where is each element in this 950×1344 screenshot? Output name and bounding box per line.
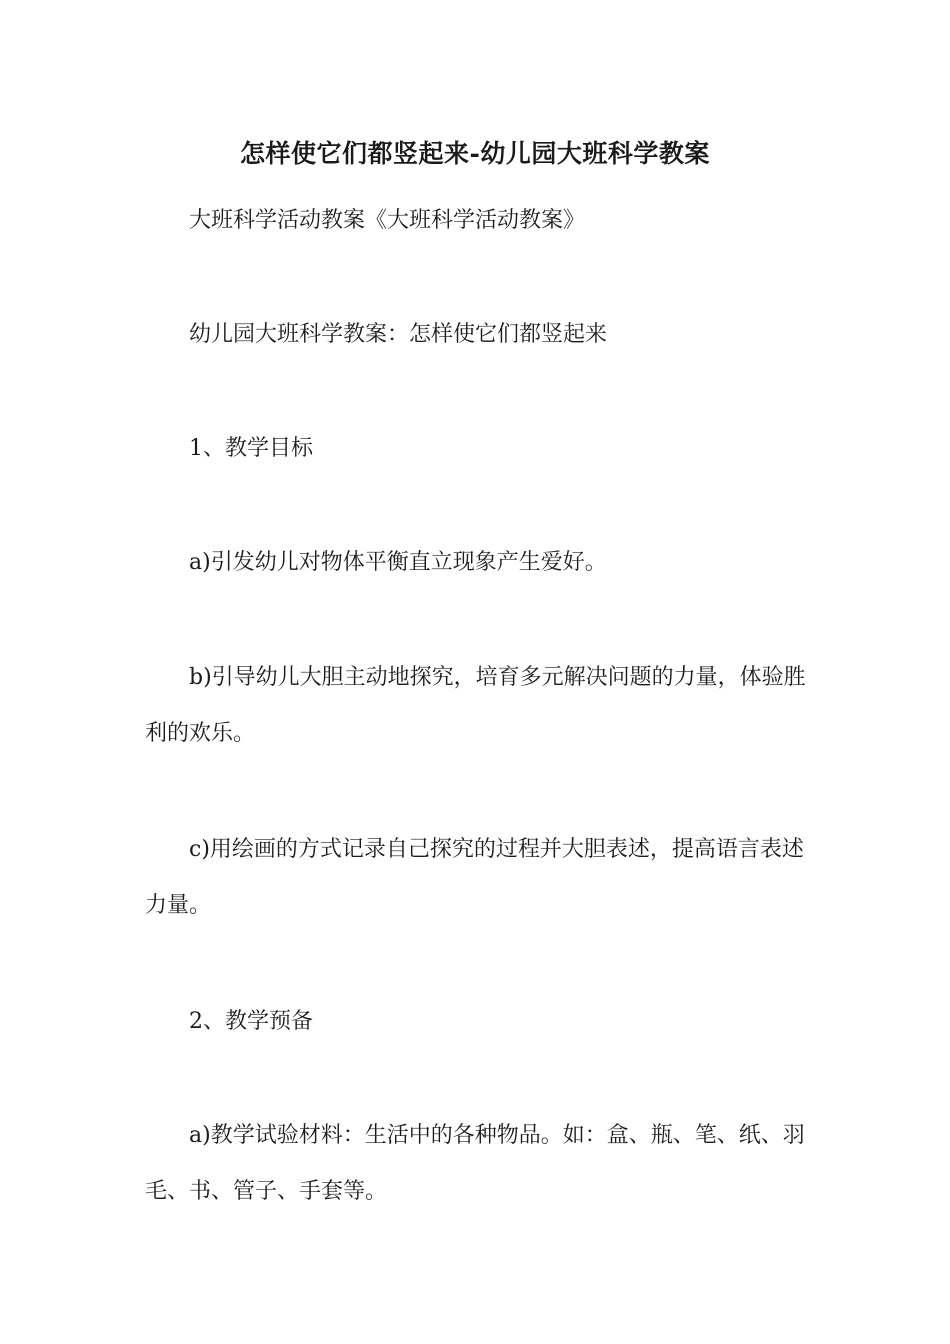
- heading-teaching-goals: 1、教学目标: [189, 436, 313, 461]
- paragraph-goal-a: a)引发幼儿对物体平衡直立现象产生爱好。: [189, 550, 607, 575]
- paragraph-lesson-subtitle: 幼儿园大班科学教案：怎样使它们都竖起来: [189, 322, 608, 347]
- paragraph-preparation-a: a)教学试验材料：生活中的各种物品。如：盒、瓶、笔、纸、羽毛、书、管子、手套等。: [145, 1123, 805, 1204]
- heading-teaching-preparation: 2、教学预备: [189, 1009, 313, 1034]
- paragraph-goal-b: b)引导幼儿大胆主动地探究，培育多元解决问题的力量，体验胜利的欢乐。: [145, 665, 806, 746]
- paragraph-activity-title: 大班科学活动教案《大班科学活动教案》: [189, 208, 586, 233]
- document-title: 怎样使它们都竖起来-幼儿园大班科学教案: [240, 139, 710, 168]
- paragraph-goal-c: c)用绘画的方式记录自己探究的过程并大胆表述，提高语言表述力量。: [145, 837, 804, 918]
